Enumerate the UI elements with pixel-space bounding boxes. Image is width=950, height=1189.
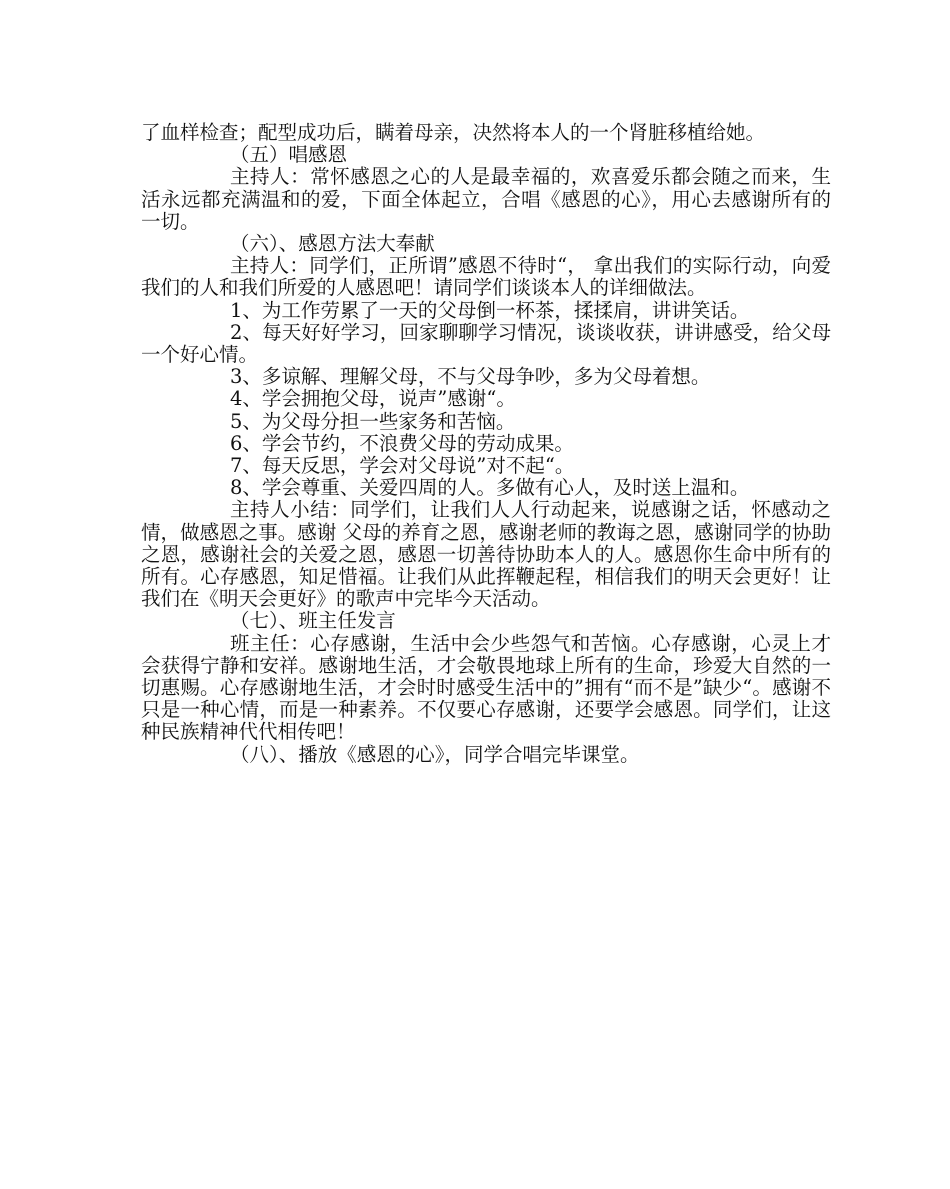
list-item-1: 1、为工作劳累了一天的父母倒一杯茶，揉揉肩，讲讲笑话。 [230,298,750,322]
paragraph-host-singing: 主持人：常怀感恩之心的人是最幸福的，欢喜爱乐都会随之而来，生活永远都充满温和的爱，下面全体起立，合唱《感恩的心》，用心去感谢所有的一切。 [141,165,831,233]
section-heading-5: （五）唱感恩 [230,143,348,167]
document-page [141,122,831,766]
list-item-3: 3、多谅解、理解父母，不与父母争吵，多为父母着想。 [230,365,711,389]
paragraph-host-summary: 主持人小结：同学们，让我们人人行动起来，说感谢之话，怀感动之情，做感恩之事。感谢 父母的养育之恩，感谢老师的教诲之恩，感谢同学的协助之恩，感谢社会的关爱之恩，感恩一切善待协助本人的人。感恩你生命中所有的所有。心存感恩，知足惜福。让我们从此挥鞭起程，相信我们的明天会更好！让我们在《明天会更好》的歌声中完毕今天活动。 [141,498,831,611]
list-item-4: 4、学会拥抱父母，说声”感谢“。 [230,387,516,411]
list-item-8: 8、学会尊重、关爱四周的人。多做有心人，及时送上温和。 [230,476,750,500]
paragraph-continuation: 了血样检查；配型成功后，瞒着母亲，决然将本人的一个肾脏移植给她。 [141,121,766,144]
list-item-5: 5、为父母分担一些家务和苦恼。 [230,409,516,433]
list-item-2: 2、每天好好学习，回家聊聊学习情况，谈谈收获，讲讲感受，给父母一个好心情。 [141,320,831,367]
list-item-6: 6、学会节约，不浪费父母的劳动成果。 [230,431,574,455]
section-heading-6: （六）、感恩方法大奉献 [230,232,435,256]
paragraph-host-methods: 主持人：同学们，正所谓”感恩不待时“， 拿出我们的实际行动，向爱我们的人和我们所爱的人感恩吧！请同学们谈谈本人的详细做法。 [141,254,831,300]
section-heading-8: （八）、播放《感恩的心》，同学合唱完毕课堂。 [230,742,640,766]
section-heading-7: （七）、班主任发言 [230,609,396,633]
paragraph-teacher-speech: 班主任：心存感谢，生活中会少些怨气和苦恼。心存感谢，心灵上才会获得宁静和安祥。感谢地生活，才会敬畏地球上所有的生命，珍爱大自然的一切惠赐。心存感谢地生活，才会时时感受生活中的”拥有“而不是”缺少“。感谢不只是一种心情，而是一种素养。不仅要心存感谢，还要学会感恩。同学们，让这种民族精神代代相传吧！ [141,631,831,744]
list-item-7: 7、每天反思，学会对父母说”对不起“。 [230,454,575,478]
